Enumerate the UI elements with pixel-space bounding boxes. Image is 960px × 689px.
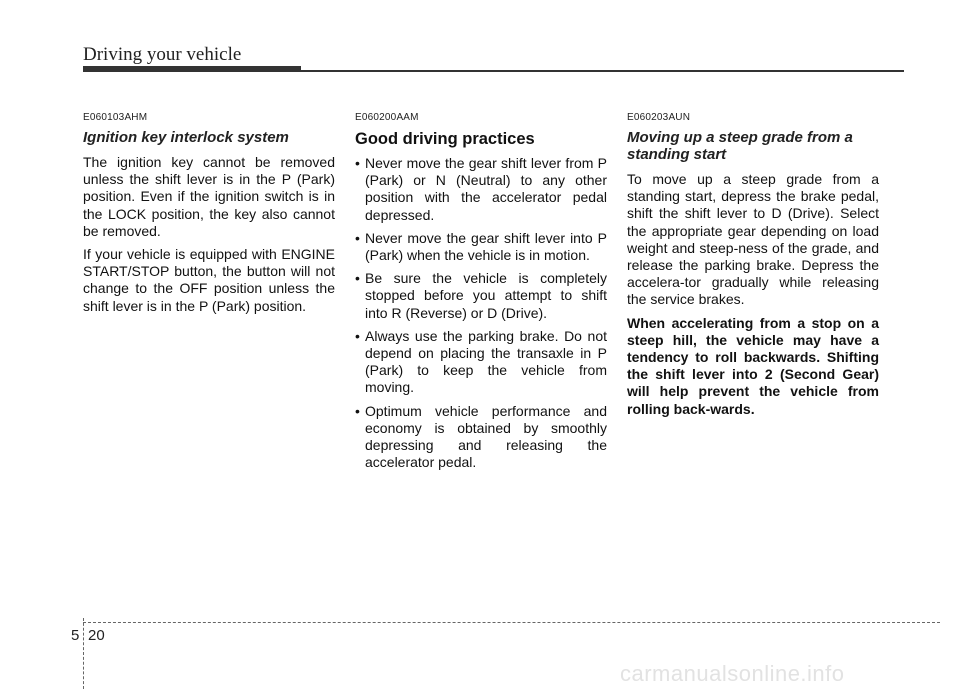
list-item-text: Always use the parking brake. Do not depend on placing the transaxle in P (Park) to keep the vehicle from moving.	[365, 327, 607, 396]
section-code: E060200AAM	[355, 112, 419, 123]
list-item	[355, 270, 607, 322]
page-number: 20	[88, 627, 105, 644]
bullet-icon: •	[355, 402, 360, 419]
paragraph: To move up a steep grade from a standing start, depress the brake pedal, shift the shift lever to D (Drive). Select the appropriate gear depending on load weight and steep-ness of the grade, and release the parking brake. Depress the accelera-tor gradually while releasing the service brakes.	[627, 171, 879, 308]
list-item-text: Never move the gear shift lever into P (Park) when the vehicle is in motion.	[365, 229, 607, 264]
bullet-icon: •	[355, 270, 360, 287]
list-item	[355, 230, 607, 264]
section-heading: Ignition key interlock system	[83, 129, 289, 146]
chapter-number: 5	[71, 627, 80, 644]
list-item-text: Be sure the vehicle is completely stopped before you attempt to shift into R (Reverse) or D (Drive).	[365, 270, 607, 321]
bullet-icon: •	[355, 155, 360, 171]
section-heading: Good driving practices	[355, 130, 535, 148]
list-item	[355, 403, 607, 472]
list-item	[355, 155, 607, 224]
list-item-text: Optimum vehicle performance and economy is obtained by smoothly depressing and releasing the accelerator pedal.	[365, 402, 607, 471]
column-steep-grade-start	[627, 112, 879, 424]
footer-divider	[83, 618, 84, 689]
header-bar-thick	[83, 66, 301, 72]
list-item-text: Never move the gear shift lever from P (Park) or N (Neutral) to any other position with the accelerator pedal depressed.	[365, 155, 607, 223]
footer-rule	[83, 622, 940, 623]
warning-paragraph: When accelerating from a stop on a steep hill, the vehicle may have a tendency to roll backwards. Shifting the shift lever into 2 (Second Gear) will help prevent the vehicle from rolling back-wards.	[627, 314, 879, 417]
paragraph: The ignition key cannot be removed unless the shift lever is in the P (Park) position. Even if the ignition switch is in the LOCK position, the key also cannot be removed.	[83, 154, 335, 239]
bullet-icon: •	[355, 327, 360, 344]
section-code: E060203AUN	[627, 112, 691, 123]
list-item	[355, 328, 607, 397]
section-heading: Moving up a steep grade from a standing start	[627, 129, 853, 163]
paragraph: If your vehicle is equipped with ENGINE START/STOP button, the button will not change to the OFF position unless the shift lever is in the P (Park) position.	[83, 246, 335, 314]
watermark: carmanualsonline.info	[620, 661, 845, 686]
column-ignition-interlock	[83, 112, 335, 321]
bullet-icon: •	[355, 229, 360, 246]
section-code: E060103AHM	[83, 112, 148, 123]
section-title: Driving your vehicle	[83, 44, 242, 65]
column-good-driving-practices	[355, 112, 607, 477]
header-rule	[301, 70, 904, 72]
bullet-list	[355, 155, 607, 471]
